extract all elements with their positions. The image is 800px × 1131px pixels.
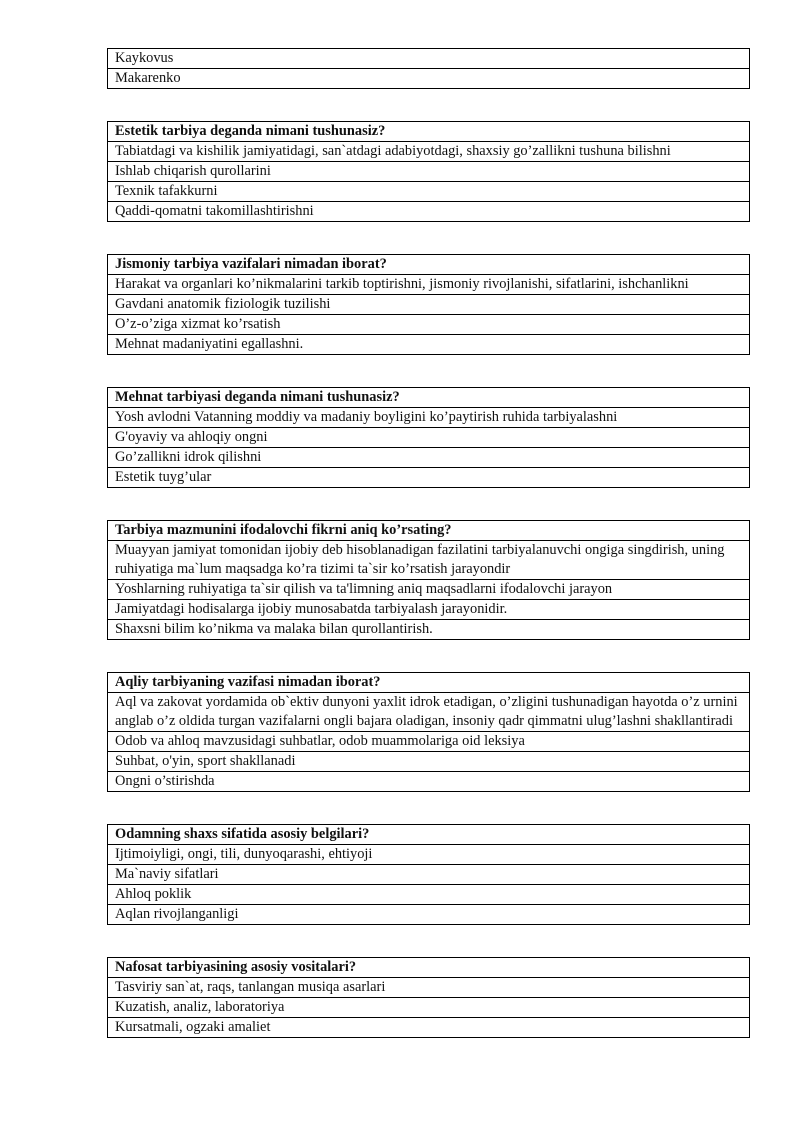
answer-option: Aql va zakovat yordamida ob`ektiv dunyoni yaxlit idrok etadigan, o’zligini tushunadigan hayotda o’z urnini anglab o’z oldida turgan vazifalarni ongli bajara oladigan, insoniy qadr qimmatni ulug’lashni shakllantiradi [108,693,750,732]
answer-row [108,580,750,600]
answer-option: Tabiatdagi va kishilik jamiyatidagi, san`atdagi adabiyotdagi, shaxsiy go’zallikni tushuna bilishni [108,142,750,162]
answer-row [108,885,750,905]
answer-row [108,772,750,792]
answer-row [108,620,750,640]
answer-option: Odob va ahloq mavzusidagi suhbatlar, odob muammolariga oid leksiya [108,732,750,752]
answer-option: Kaykovus [108,49,750,69]
block-spacer [107,792,750,824]
answer-option: Harakat va organlari ko’nikmalarini tarkib toptirishni, jismoniy rivojlanishi, sifatlarini, ishchanlikni [108,275,750,295]
question-table [107,121,750,222]
answer-row [108,448,750,468]
answer-option: Go’zallikni idrok qilishni [108,448,750,468]
answer-row [108,69,750,89]
answer-option: G'oyaviy va ahloqiy ongni [108,428,750,448]
question-text: Jismoniy tarbiya vazifalari nimadan iborat? [108,255,750,275]
answer-option: Mehnat madaniyatini egallashni. [108,335,750,355]
answer-option: Kursatmali, ogzaki amaliet [108,1018,750,1038]
question-text: Aqliy tarbiyaning vazifasi nimadan iborat? [108,673,750,693]
question-row [108,958,750,978]
answer-row [108,162,750,182]
question-text: Odamning shaxs sifatida asosiy belgilari? [108,825,750,845]
answer-option: Ijtimoiyligi, ongi, tili, dunyoqarashi, ehtiyoji [108,845,750,865]
answer-row [108,182,750,202]
answer-option: Tasviriy san`at, raqs, tanlangan musiqa asarlari [108,978,750,998]
answer-option: Suhbat, o'yin, sport shakllanadi [108,752,750,772]
block-spacer [107,488,750,520]
answer-row [108,600,750,620]
answer-row [108,142,750,162]
answer-option: Ishlab chiqarish qurollarini [108,162,750,182]
answer-option: Yosh avlodni Vatanning moddiy va madaniy boyligini ko’paytirish ruhida tarbiyalashni [108,408,750,428]
answer-row [108,408,750,428]
answer-row [108,845,750,865]
answer-option: Gavdani anatomik fiziologik tuzilishi [108,295,750,315]
answer-row [108,905,750,925]
answer-row [108,275,750,295]
answer-option: Aqlan rivojlanganligi [108,905,750,925]
block-spacer [107,89,750,121]
question-row [108,388,750,408]
answer-row [108,752,750,772]
question-table [107,957,750,1038]
question-table [107,824,750,925]
answer-row [108,428,750,448]
answer-option: Kuzatish, analiz, laboratoriya [108,998,750,1018]
answer-option: Shaxsni bilim ko’nikma va malaka bilan qurollantirish. [108,620,750,640]
answer-row [108,978,750,998]
answer-option: Ahloq poklik [108,885,750,905]
question-row [108,673,750,693]
intro-table [107,48,750,89]
answer-row [108,541,750,580]
question-table [107,387,750,488]
block-spacer [107,925,750,957]
question-table [107,254,750,355]
question-row [108,825,750,845]
answer-option: Makarenko [108,69,750,89]
answer-option: Jamiyatdagi hodisalarga ijobiy munosabatda tarbiyalash jarayonidir. [108,600,750,620]
answer-option: Yoshlarning ruhiyatiga ta`sir qilish va ta'limning aniq maqsadlarni ifodalovchi jarayon [108,580,750,600]
answer-row [108,865,750,885]
answer-row [108,468,750,488]
question-text: Tarbiya mazmunini ifodalovchi fikrni aniq ko’rsating? [108,521,750,541]
question-text: Estetik tarbiya deganda nimani tushunasiz? [108,122,750,142]
question-row [108,521,750,541]
answer-row [108,202,750,222]
question-text: Mehnat tarbiyasi deganda nimani tushunasiz? [108,388,750,408]
answer-option: O’z-o’ziga xizmat ko’rsatish [108,315,750,335]
question-text: Nafosat tarbiyasining asosiy vositalari? [108,958,750,978]
question-row [108,255,750,275]
block-spacer [107,222,750,254]
answer-row [108,998,750,1018]
answer-option: Qaddi-qomatni takomillashtirishni [108,202,750,222]
answer-row [108,1018,750,1038]
answer-row [108,315,750,335]
answer-option: Ongni o’stirishda [108,772,750,792]
document-page [107,48,750,1038]
answer-row [108,732,750,752]
answer-row [108,335,750,355]
block-spacer [107,640,750,672]
question-row [108,122,750,142]
answer-option: Estetik tuyg’ular [108,468,750,488]
answer-row [108,693,750,732]
block-spacer [107,355,750,387]
question-table [107,520,750,640]
answer-row [108,295,750,315]
answer-option: Texnik tafakkurni [108,182,750,202]
question-table [107,672,750,792]
answer-option: Ma`naviy sifatlari [108,865,750,885]
answer-option: Muayyan jamiyat tomonidan ijobiy deb hisoblanadigan fazilatini tarbiyalanuvchi ongiga singdirish, uning ruhiyatiga ma`lum maqsadga ko’ra tizimi ta`sir ko’rsatish jarayondir [108,541,750,580]
answer-row [108,49,750,69]
